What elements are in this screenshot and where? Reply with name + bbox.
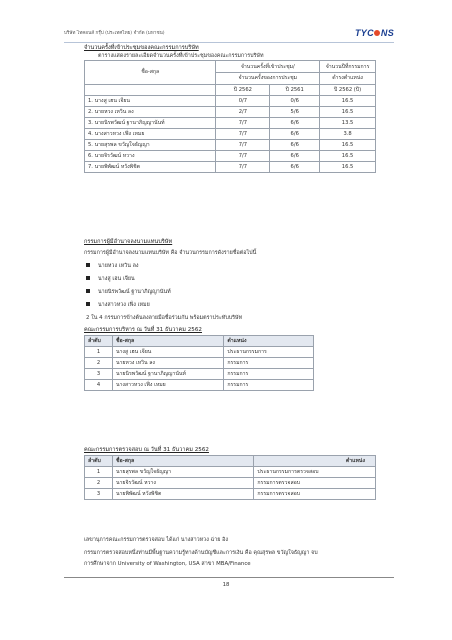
row-years: 16.5 <box>320 151 376 162</box>
table-row <box>85 118 376 129</box>
table-row <box>85 96 376 107</box>
row-years: 16.5 <box>320 140 376 151</box>
authorized-title: กรรมการผู้มีอำนาจลงนามแทนบริษัท <box>84 239 173 245</box>
row-meet-2561: 6/6 <box>270 118 320 129</box>
table-row <box>85 129 376 140</box>
authorized-note: 2 ใน 4 กรรมการข้างต้นลงลายมือชื่อร่วมกัน พร้อมตราประทับบริษัท <box>86 315 243 321</box>
bullet-icon <box>86 276 90 280</box>
audit-footnote-line2: การศึกษาจาก University of Washington, USA สาขา MBA/Finance <box>84 561 251 567</box>
row-position: ประธานกรรมการตรวจสอบ <box>254 467 376 478</box>
list-item-label: นางสาวหวง เฟิ่ง เหมย <box>98 302 150 308</box>
logo-suffix: NS <box>380 28 394 38</box>
row-name: นายจิรวัฒน์ หวาง <box>112 478 253 489</box>
row-position: กรรมการ <box>224 380 314 391</box>
list-item-label: นางสู เฮน เจียน <box>98 276 135 282</box>
row-name: 2. นายหวง เหวิน ลง <box>85 107 216 118</box>
row-name: 4. นางสาวหวง เฟิ่ง เหมย <box>85 129 216 140</box>
row-name: นายพิพัฒน์ หวังพิชิต <box>112 489 253 500</box>
audit-table <box>84 455 376 500</box>
executives-table <box>84 335 314 391</box>
bullet-icon <box>86 263 90 267</box>
row-no: 2 <box>85 358 113 369</box>
audit-footnote-line1: กรรมการตรวจสอบหนึ่งท่านมีพื้นฐานความรู้ทางด้านบัญชีและการเงิน คือ คุณสุรพล ขวัญใจธัญญา จบ <box>84 550 318 556</box>
col-no-header: ลำดับ <box>85 456 113 467</box>
col-meet-header-2: จำนวนครั้งของการประชุม <box>216 73 320 85</box>
logo-dot-icon <box>374 30 380 36</box>
col-position-header: ตำแหน่ง <box>254 456 376 467</box>
tycons-logo <box>355 28 394 38</box>
row-years: 16.5 <box>320 107 376 118</box>
year-a-header: ปี 2562 <box>216 84 270 96</box>
page-number: 18 <box>222 582 230 588</box>
footer-divider <box>64 577 394 578</box>
authorized-intro: กรรมการผู้มีอำนาจลงนามแทนบริษัท คือ จำนวนกรรมการดังรายชื่อต่อไปนี้ <box>84 250 257 256</box>
logo-prefix: TYC <box>354 28 374 38</box>
table-row <box>85 347 314 358</box>
row-years: 16.5 <box>320 96 376 107</box>
row-name: นายสุรพล ขวัญใจธัญญา <box>112 467 253 478</box>
row-name: 3. นายนิรพวัฒน์ ฐานาภิญญานันท์ <box>85 118 216 129</box>
year-c-header: ปี 2562 (ปี) <box>320 84 376 96</box>
row-meet-2561: 6/6 <box>270 140 320 151</box>
attendance-intro: ตารางแสดงรายละเอียดจำนวนครั้งที่เข้าประชุมของคณะกรรมการบริษัท <box>98 53 264 59</box>
list-item <box>86 275 135 283</box>
list-item-label: นายหวง เหวิน ลง <box>98 263 139 269</box>
row-no: 3 <box>85 369 113 380</box>
row-meet-2561: 6/6 <box>270 162 320 173</box>
col-no-header: ลำดับ <box>85 336 113 347</box>
audit-title: คณะกรรมการตรวจสอบ ณ วันที่ 31 ธันวาคม 2562 <box>84 447 209 453</box>
row-no: 1 <box>85 347 113 358</box>
row-no: 1 <box>85 467 113 478</box>
table-row <box>85 107 376 118</box>
table-row <box>85 467 376 478</box>
row-name: 5. นายสุรพล ขวัญใจธัญญา <box>85 140 216 151</box>
col-meet-header-1: จำนวนครั้งที่เข้าประชุม/ <box>216 61 320 73</box>
row-no: 2 <box>85 478 113 489</box>
audit-secretary: เลขานุการคณะกรรมการตรวจสอบ ได้แก่ นางสาวหวง ฉ่าย อิง <box>84 537 228 543</box>
attendance-table <box>84 60 376 173</box>
list-item-label: นายนิรพวัฒน์ ฐานาภิญญานันท์ <box>98 289 171 295</box>
row-meet-2561: 0/6 <box>270 96 320 107</box>
row-meet-2562: 7/7 <box>216 118 270 129</box>
row-years: 16.5 <box>320 162 376 173</box>
row-name: นางสาวหวง เฟิ่ง เหมย <box>112 380 223 391</box>
col-name-header: ชื่อ-สกุล <box>112 336 223 347</box>
company-name: บริษัท ไทคอนส์ กรุ๊ป (ประเทศไทย) จำกัด (มหาชน) <box>64 31 165 36</box>
table-row <box>85 369 314 380</box>
row-meet-2562: 0/7 <box>216 96 270 107</box>
col-position-header: ตำแหน่ง <box>224 336 314 347</box>
table-row <box>85 489 376 500</box>
row-name: นายหวง เหวิน ลง <box>112 358 223 369</box>
list-item <box>86 288 171 296</box>
col-years-header-1: จำนวนปีที่กรรมการ <box>320 61 376 73</box>
row-meet-2562: 7/7 <box>216 162 270 173</box>
page-header <box>64 28 394 42</box>
row-name: 6. นายจิรวัฒน์ หวาง <box>85 151 216 162</box>
table-row <box>85 478 376 489</box>
row-meet-2561: 6/6 <box>270 151 320 162</box>
year-b-header: ปี 2561 <box>270 84 320 96</box>
bullet-icon <box>86 289 90 293</box>
row-years: 3.8 <box>320 129 376 140</box>
row-position: กรรมการตรวจสอบ <box>254 489 376 500</box>
list-item <box>86 262 139 270</box>
table-row <box>85 380 314 391</box>
col-years-header-2: ดำรงตำแหน่ง <box>320 73 376 85</box>
year-blank-cell <box>85 84 216 96</box>
row-meet-2562: 7/7 <box>216 140 270 151</box>
row-meet-2562: 2/7 <box>216 107 270 118</box>
row-no: 3 <box>85 489 113 500</box>
table-row <box>85 140 376 151</box>
row-no: 4 <box>85 380 113 391</box>
table-row <box>85 162 376 173</box>
row-position: ประธานกรรมการ <box>224 347 314 358</box>
row-years: 13.5 <box>320 118 376 129</box>
row-name: นายนิรพวัฒน์ ฐานาภิญญานันท์ <box>112 369 223 380</box>
bullet-icon <box>86 302 90 306</box>
row-meet-2562: 7/7 <box>216 129 270 140</box>
row-name: นางสู เฮน เจียน <box>112 347 223 358</box>
list-item <box>86 301 150 309</box>
row-meet-2561: 5/6 <box>270 107 320 118</box>
table-row <box>85 358 314 369</box>
col-name-header: ชื่อ-สกุล <box>112 456 253 467</box>
header-divider <box>64 42 394 43</box>
col-name-header: ชื่อ-สกุล <box>85 61 216 85</box>
executives-title: คณะกรรมการบริหาร ณ วันที่ 31 ธันวาคม 2562 <box>84 327 202 333</box>
row-position: กรรมการตรวจสอบ <box>254 478 376 489</box>
table-row <box>85 151 376 162</box>
row-name: 1. นางสู เฮน เจียน <box>85 96 216 107</box>
row-position: กรรมการ <box>224 358 314 369</box>
row-meet-2562: 7/7 <box>216 151 270 162</box>
row-meet-2561: 6/6 <box>270 129 320 140</box>
row-position: กรรมการ <box>224 369 314 380</box>
attendance-title: จำนวนครั้งที่เข้าประชุมของคณะกรรมการบริษัท <box>84 45 199 51</box>
row-name: 7. นายพิพัฒน์ หวังพิชิต <box>85 162 216 173</box>
